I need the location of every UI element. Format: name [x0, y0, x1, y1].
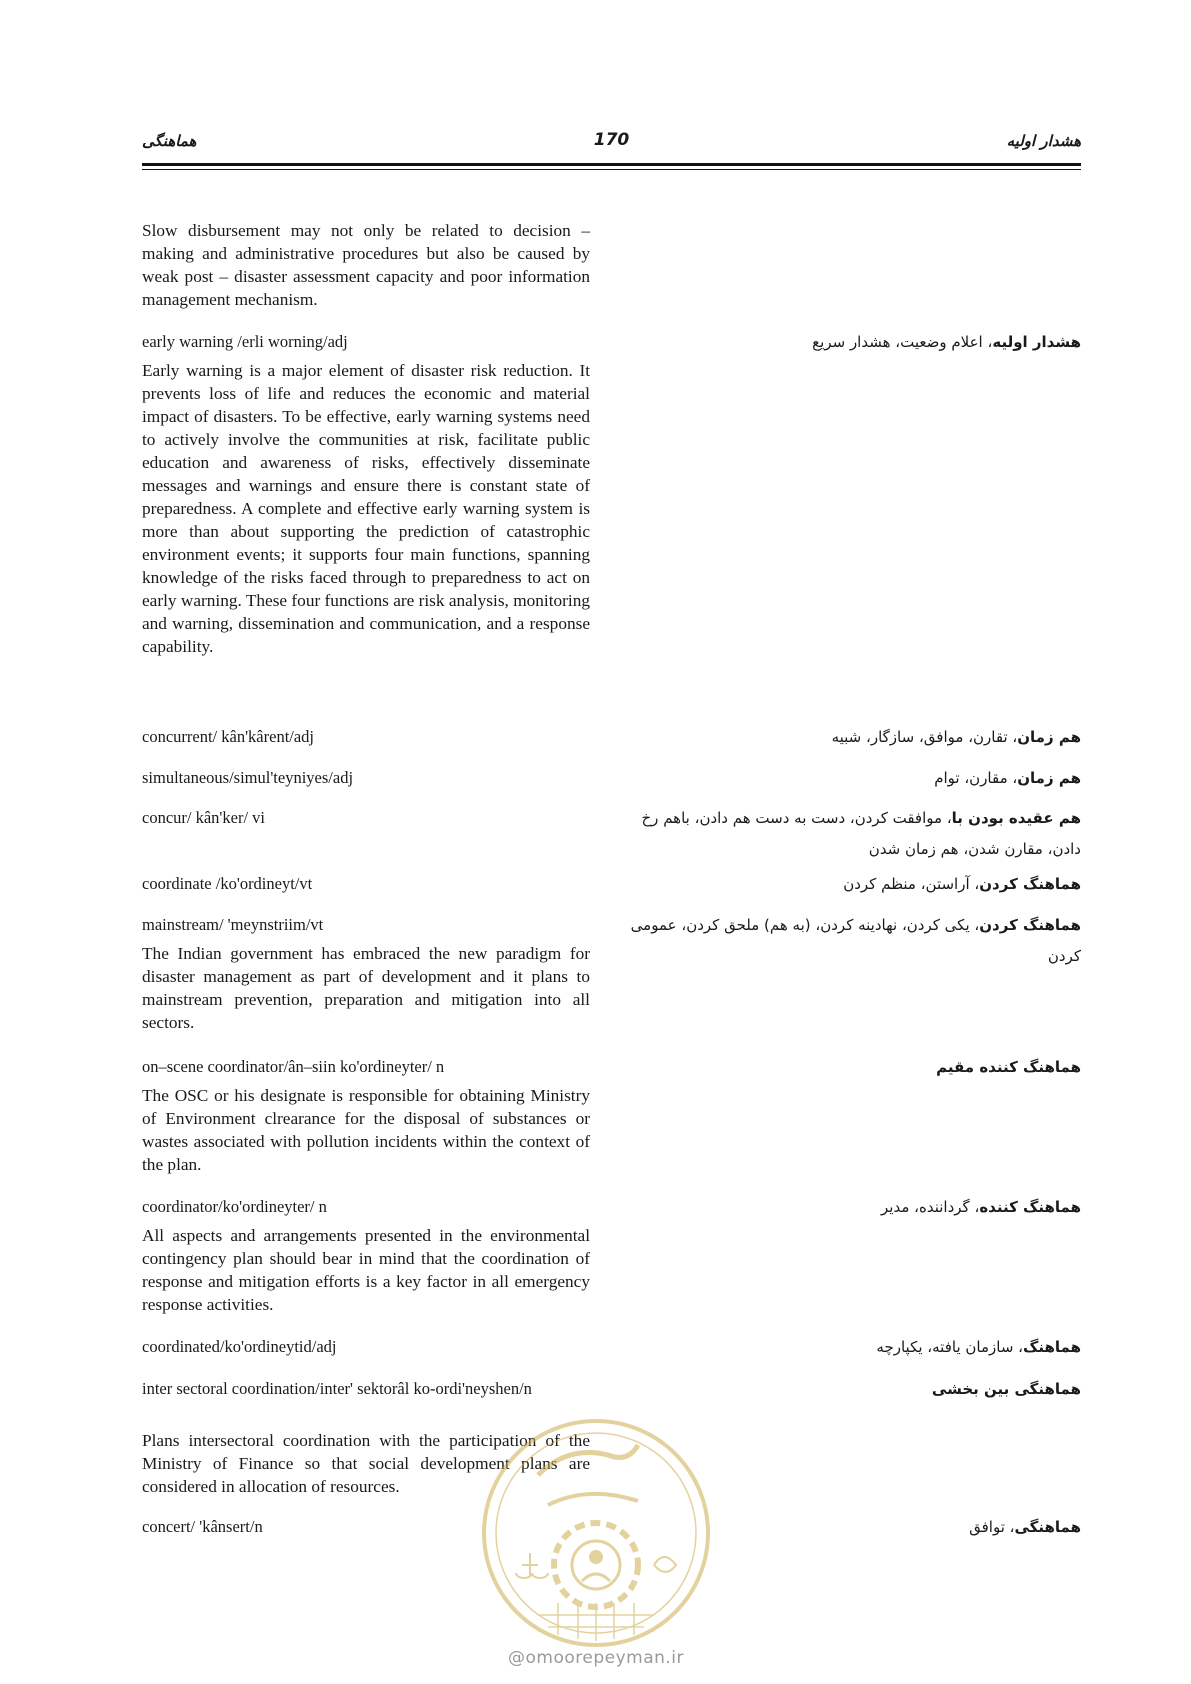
entry-example: The Indian government has embraced the new paradigm for disaster management as part of development and it plans to mainstream prevention, preparation and mitigation into all sectors. [142, 944, 590, 1032]
entry-persian-rest: ، توافق [969, 1518, 1015, 1536]
entry-persian-bold: هم زمان [1017, 728, 1081, 746]
entry-persian [611, 1052, 1081, 1083]
entry-example: All aspects and arrangements presented in the environmental contingency plan should bear in mind that the coordination of response and mitigation efforts is a key factor in all emergency response activities. [142, 1226, 590, 1314]
entry-term: coordinator/ko'ordineyter/ n [142, 1197, 327, 1216]
entry-persian-rest: ، تقارن، موافق، سازگار، شبیه [831, 728, 1018, 746]
entry-term: coordinate /ko'ordineyt/vt [142, 874, 313, 893]
entry-term: concert/ 'kânsert/n [142, 1517, 263, 1536]
entry-persian [611, 1374, 1081, 1405]
header-rule-thin [142, 169, 1081, 170]
entry-persian-rest: ، مقارن، توام [934, 769, 1018, 787]
entry-persian-bold: هم زمان [1017, 769, 1081, 787]
entry-persian-bold: هماهنگی [1014, 1518, 1081, 1536]
entry-persian [611, 910, 1081, 972]
entry-persian [611, 1332, 1081, 1363]
entry-persian-bold: هماهنگ کردن [979, 916, 1081, 934]
entry-example: The OSC or his designate is responsible for obtaining Ministry of Environment clrearance for the disposal of substances or wastes associated with pollution incidents within the context of the plan. [142, 1086, 590, 1174]
header-rule-thick [142, 163, 1081, 166]
entry-persian [611, 803, 1081, 865]
entry-persian [611, 722, 1081, 753]
watermark-url-text: omoorepeyman.ir [525, 1648, 685, 1668]
entry-persian-bold: هماهنگی بین بخشی [931, 1380, 1081, 1398]
entry-persian-bold: هم عقیده بودن با [951, 809, 1081, 827]
entry-persian-bold: هماهنگ کننده مقیم [936, 1058, 1081, 1076]
entry-example: Early warning is a major element of disaster risk reduction. It prevents loss of life and reduces the economic and material impact of disasters. To be effective, early warning systems need to actively involve the communities at risk, facilitate public education and awareness of risks, effectively disseminate messages and warnings and ensure there is constant state of preparedness. A complete and effective early warning system is more than about supporting the prediction of catastrophic environment events; it supports four main functions, spanning knowledge of the risks faced through to preparedness to act on early warning. These four functions are risk analysis, monitoring and warning, dissemination and communication, and a response capability. [142, 361, 590, 656]
entry-persian-bold: هشدار اولیه [992, 333, 1081, 351]
entry-term: concurrent/ kân'kârent/adj [142, 727, 315, 746]
entry-persian-rest: ، سازمان یافته، یکپارچه [876, 1338, 1024, 1356]
entry-persian [611, 327, 1081, 358]
seal-logo-icon [478, 1415, 714, 1651]
entry-term: early warning /erli worning/adj [142, 332, 348, 351]
entry-term: coordinated/ko'ordineytid/adj [142, 1337, 337, 1356]
header-left-title: هماهنگی [142, 132, 197, 150]
entry-persian [611, 1192, 1081, 1223]
entry-term: concur/ kân'ker/ vi [142, 808, 266, 827]
entry-term: on–scene coordinator/ân–siin ko'ordineyter/ n [142, 1057, 445, 1076]
entry-term: simultaneous/simul'teyniyes/adj [142, 768, 354, 787]
at-icon: @ [507, 1648, 526, 1668]
entry-persian-bold: هماهنگ [1023, 1338, 1081, 1356]
page-number: 170 [593, 130, 630, 150]
entry-persian [611, 763, 1081, 794]
entry-persian-bold: هماهنگ کردن [979, 875, 1081, 893]
entry-persian [611, 869, 1081, 900]
watermark-url [478, 1648, 714, 1668]
entry-persian-rest: ، گرداننده، مدیر [881, 1198, 980, 1216]
entry-persian-rest: ، آراستن، منظم کردن [843, 875, 980, 893]
page-header [142, 126, 1081, 172]
entry-persian-rest: ، موافقت کردن، دست به دست هم دادن، باهم رخ دادن، مقارن شدن، هم زمان شدن [641, 809, 1081, 858]
entry-persian-rest: ، یکی کردن، نهادینه کردن، (به هم) ملحق کردن، عمومی کردن [630, 916, 1081, 965]
entry-persian-rest: ، اعلام وضعیت، هشدار سریع [812, 333, 993, 351]
header-right-title: هشدار اولیه [1006, 132, 1081, 150]
entry-term: mainstream/ 'meynstriim/vt [142, 915, 324, 934]
entry-example: Plans intersectoral coordination with the participation of the Ministry of Finance so that social development plans are considered in allocation of resources. [142, 1431, 590, 1496]
intro-paragraph: Slow disbursement may not only be related to decision – making and administrative procedures but also be caused by weak post – disaster assessment capacity and poor information management mechanism. [142, 221, 590, 309]
entry-term: inter sectoral coordination/inter' sektorâl ko-ordi'neyshen/n [142, 1379, 532, 1398]
entry-persian-bold: هماهنگ کننده [979, 1198, 1081, 1216]
